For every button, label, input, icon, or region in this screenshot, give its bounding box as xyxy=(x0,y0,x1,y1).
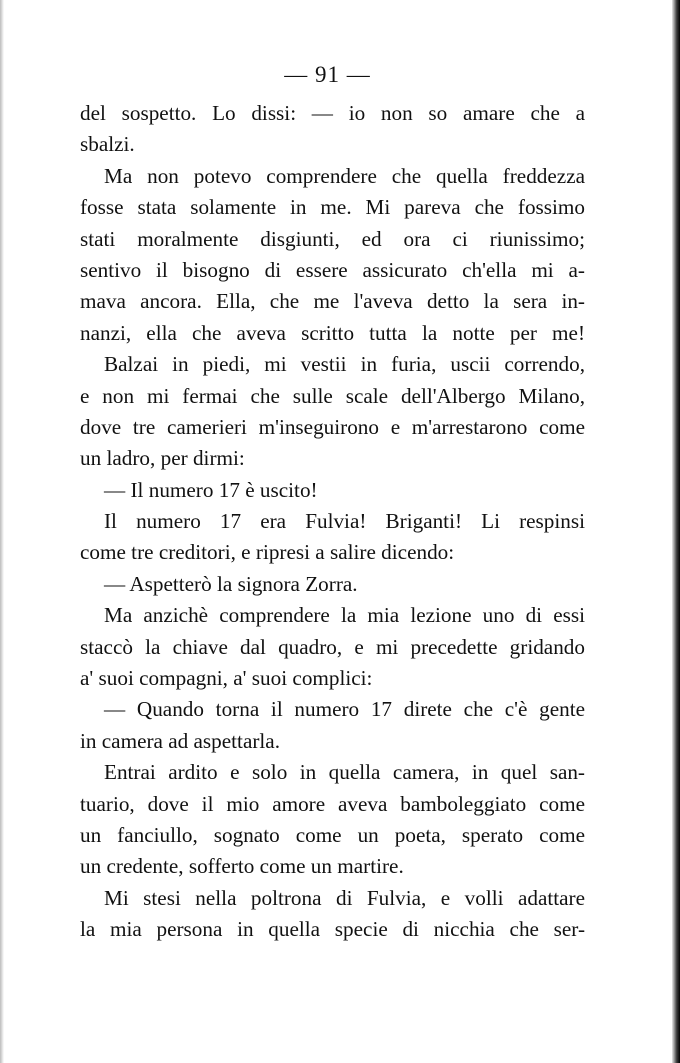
text-line: staccò la chiave dal quadro, e mi precedette gridando xyxy=(80,634,585,659)
text-line: mava ancora. Ella, che me l'aveva detto la sera in- xyxy=(80,289,585,314)
text-line: come tre creditori, e ripresi a salire dicendo: xyxy=(80,540,455,565)
text-line: sbalzi. xyxy=(80,132,135,157)
text-line: — Il numero 17 è uscito! xyxy=(104,477,318,502)
text-line: Ma non potevo comprendere che quella freddezza xyxy=(104,163,585,188)
text-line: Entrai ardito e solo in quella camera, in quel san- xyxy=(104,760,585,785)
text-line: nanzi, ella che aveva scritto tutta la notte per me! xyxy=(80,320,585,345)
text-line: un fanciullo, sognato come un poeta, sperato come xyxy=(80,822,585,847)
text-line: sentivo il bisogno di essere assicurato ch'ella mi a- xyxy=(80,257,585,282)
text-line: Balzai in piedi, mi vestii in furia, uscii correndo, xyxy=(104,352,585,377)
text-line: Il numero 17 era Fulvia! Briganti! Li respinsi xyxy=(104,509,585,534)
body-text xyxy=(80,98,585,946)
page-right-edge-shadow xyxy=(672,0,680,1063)
text-line: in camera ad aspettarla. xyxy=(80,728,280,753)
text-line: un ladro, per dirmi: xyxy=(80,446,245,471)
text-line: stati moralmente disgiunti, ed ora ci riunissimo; xyxy=(80,226,585,251)
text-line: la mia persona in quella specie di nicchia che ser- xyxy=(80,917,585,942)
text-line: dove tre camerieri m'inseguirono e m'arrestarono come xyxy=(80,414,585,439)
page-number: — 91 — xyxy=(284,62,371,87)
text-line: — Aspetterò la signora Zorra. xyxy=(104,571,358,596)
text-line: e non mi fermai che sulle scale dell'Albergo Milano, xyxy=(80,383,585,408)
text-line: Mi stesi nella poltrona di Fulvia, e volli adattare xyxy=(104,885,585,910)
text-line: tuario, dove il mio amore aveva bamboleggiato come xyxy=(80,791,585,816)
text-line: fosse stata solamente in me. Mi pareva che fossimo xyxy=(80,195,585,220)
text-line: a' suoi compagni, a' suoi complici: xyxy=(80,666,373,691)
text-line: — Quando torna il numero 17 direte che c'è gente xyxy=(104,697,585,722)
page-left-edge xyxy=(0,0,4,1063)
text-line: Ma anzichè comprendere la mia lezione uno di essi xyxy=(104,603,585,628)
text-line: del sospetto. Lo dissi: — io non so amare che a xyxy=(80,101,585,125)
text-line: un credente, sofferto come un martire. xyxy=(80,854,404,879)
